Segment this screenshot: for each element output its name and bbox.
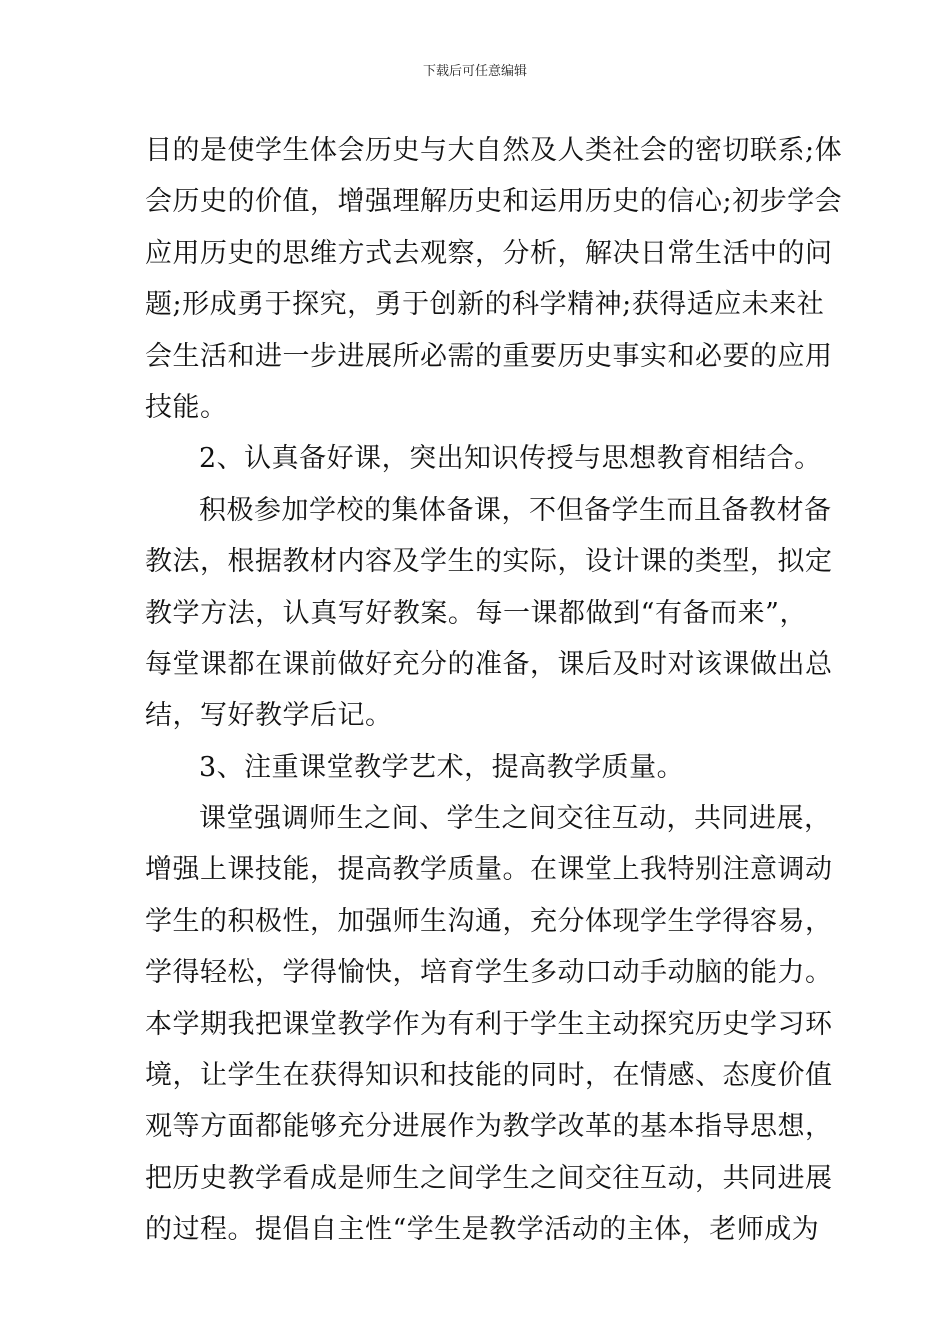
text-line: 教法，根据教材内容及学生的实际，设计课的类型，拟定 (145, 546, 833, 578)
document-body (145, 125, 843, 1256)
text-line: 结，写好教学后记。 (145, 700, 393, 732)
text-line: 学得轻松，学得愉快，培育学生多动口动手动脑的能力。 (145, 957, 833, 989)
text-line: 的过程。提倡自主性“学生是教学活动的主体，老师成为 (145, 1214, 820, 1246)
text-line: 会历史的价值，增强理解历史和运用历史的信心;初步学会 (145, 186, 843, 218)
text-line: 技能。 (145, 391, 228, 423)
text-line: 增强上课技能，提高教学质量。在课堂上我特别注意调动 (145, 854, 833, 886)
text-line: 教学方法，认真写好教案。每一课都做到“有备而来”， (145, 597, 807, 629)
text-line: 题;形成勇于探究，勇于创新的科学精神;获得适应未来社 (145, 289, 825, 321)
text-line: 学生的积极性，加强师生沟通，充分体现学生学得容易， (145, 905, 833, 937)
text-line: 境，让学生在获得知识和技能的同时，在情感、态度价值 (145, 1060, 833, 1092)
text-line: 把历史教学看成是师生之间学生之间交往互动，共同进展 (145, 1162, 833, 1194)
text-line: 积极参加学校的集体备课，不但备学生而且备教材备 (199, 494, 832, 526)
text-line: 本学期我把课堂教学作为有利于学生主动探究历史学习环 (145, 1008, 833, 1040)
page-header: 下载后可任意编辑 (422, 64, 527, 79)
section-heading: 3、注重课堂教学艺术，提高教学质量。 (199, 751, 685, 783)
text-line: 每堂课都在课前做好充分的准备，课后及时对该课做出总 (145, 648, 833, 680)
text-line: 目的是使学生体会历史与大自然及人类社会的密切联系;体 (145, 135, 843, 166)
section-heading: 2、认真备好课，突出知识传授与思想教育相结合。 (199, 443, 822, 475)
text-line: 观等方面都能够充分进展作为教学改革的基本指导思想， (145, 1111, 833, 1143)
text-line: 应用历史的思维方式去观察，分析，解决日常生活中的问 (145, 237, 833, 269)
text-line: 会生活和进一步进展所必需的重要历史事实和必要的应用 (145, 340, 833, 372)
text-line: 课堂强调师生之间、学生之间交往互动，共同进展， (199, 803, 832, 835)
